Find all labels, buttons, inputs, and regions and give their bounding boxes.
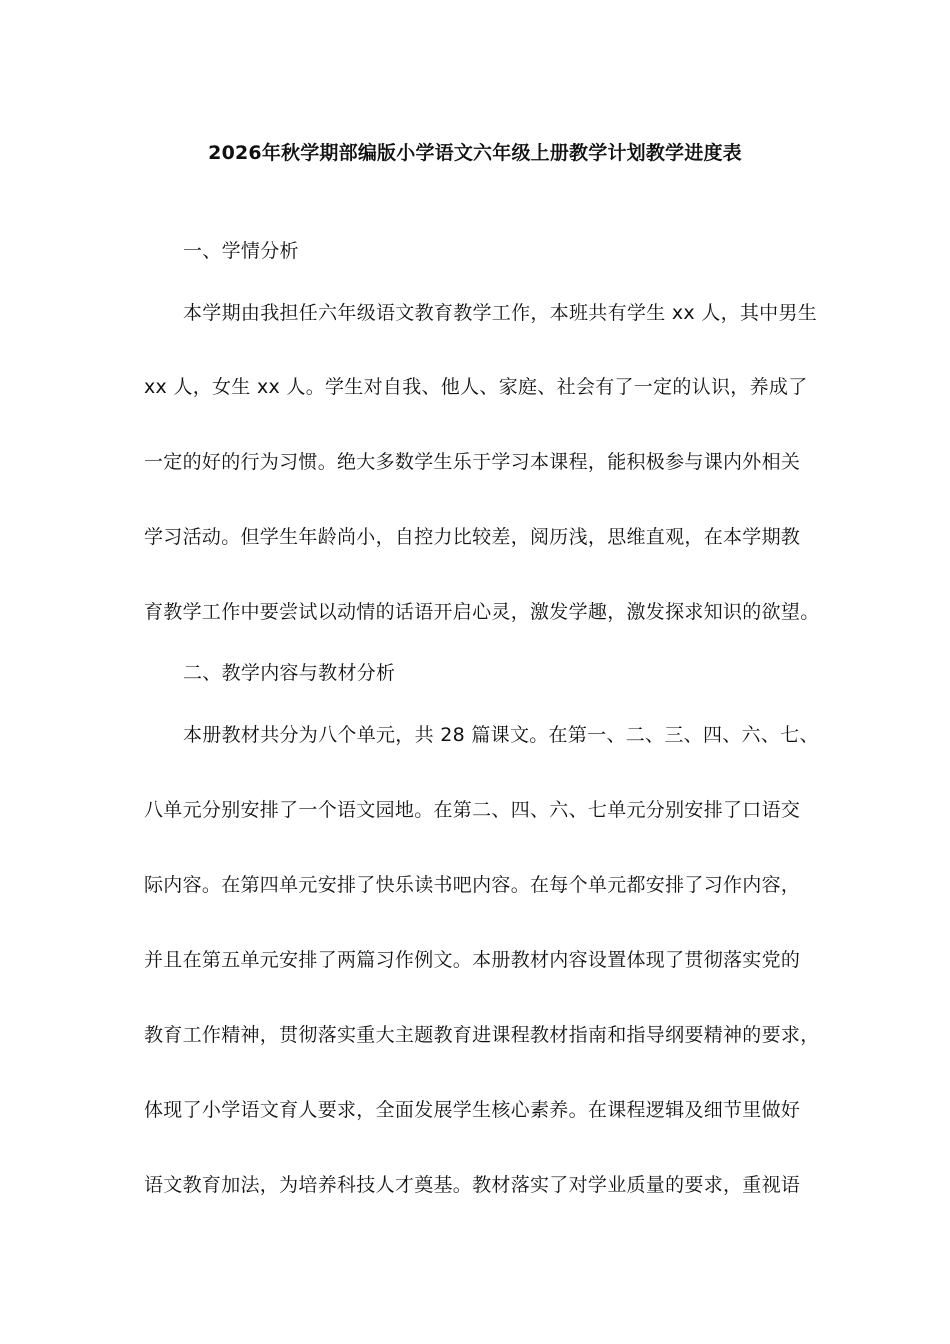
paragraph-line: 语文教育加法，为培养科技人才奠基。教材落实了对学业质量的要求，重视语 bbox=[144, 1174, 801, 1196]
paragraph-line: 一定的好的行为习惯。绝大多数学生乐于学习本课程，能积极参与课内外相关 bbox=[144, 451, 801, 473]
section-heading-content-analysis: 二、教学内容与教材分析 bbox=[183, 662, 396, 684]
section-heading-learning-analysis: 一、学情分析 bbox=[183, 240, 299, 262]
paragraph-line: 本册教材共分为八个单元，共 28 篇课文。在第一、二、三、四、六、七、 bbox=[183, 724, 819, 746]
paragraph-line: 体现了小学语文育人要求，全面发展学生核心素养。在课程逻辑及细节里做好 bbox=[144, 1099, 801, 1121]
paragraph-line: 本学期由我担任六年级语文教育教学工作，本班共有学生 xx 人，其中男生 bbox=[183, 302, 818, 324]
document-title: 2026年秋学期部编版小学语文六年级上册教学计划教学进度表 bbox=[208, 142, 742, 164]
paragraph-line: xx 人，女生 xx 人。学生对自我、他人、家庭、社会有了一定的认识，养成了 bbox=[144, 376, 808, 398]
paragraph-line: 育教学工作中要尝试以动情的话语开启心灵，激发学趣，激发探求知识的欲望。 bbox=[144, 601, 820, 623]
paragraph-line: 教育工作精神，贯彻落实重大主题教育进课程教材指南和指导纲要精神的要求， bbox=[144, 1024, 820, 1046]
paragraph-line: 际内容。在第四单元安排了快乐读书吧内容。在每个单元都安排了习作内容， bbox=[144, 874, 801, 896]
paragraph-line: 学习活动。但学生年龄尚小，自控力比较差，阅历浅，思维直观，在本学期教 bbox=[144, 526, 801, 548]
paragraph-line: 八单元分别安排了一个语文园地。在第二、四、六、七单元分别安排了口语交 bbox=[144, 799, 801, 821]
paragraph-line: 并且在第五单元安排了两篇习作例文。本册教材内容设置体现了贯彻落实党的 bbox=[144, 949, 801, 971]
